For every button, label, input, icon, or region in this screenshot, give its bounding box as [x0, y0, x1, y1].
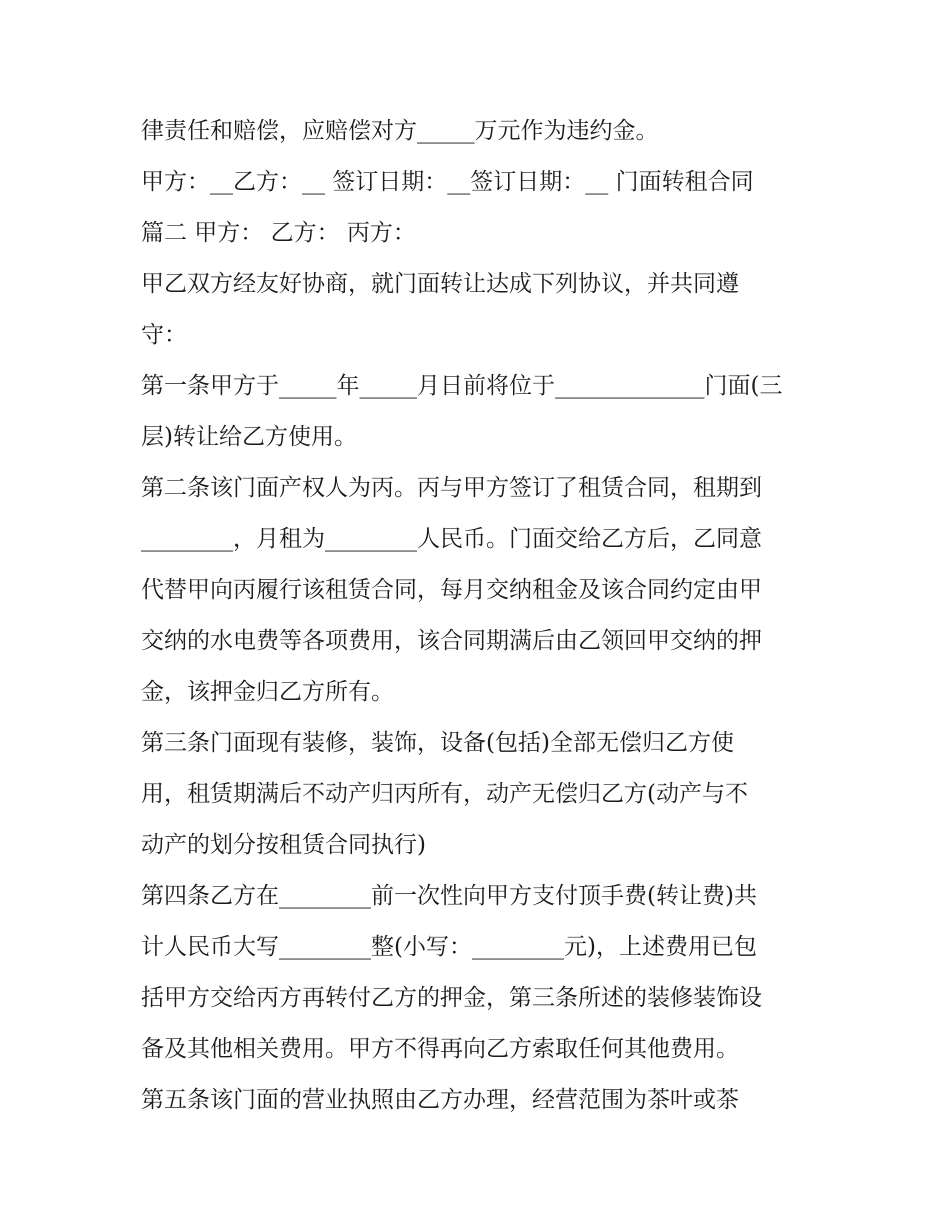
text-line: 第三条门面现有装修，装饰，设备(包括)全部无偿归乙方使 — [141, 730, 734, 756]
text-line: 层)转让给乙方使用。 — [141, 424, 357, 450]
text-line: 篇二 甲方： 乙方： 丙方： — [141, 220, 416, 246]
text-line: 备及其他相关费用。甲方不得再向乙方索取任何其他费用。 — [141, 1036, 739, 1062]
text-line: 动产的划分按租赁合同执行) — [141, 832, 426, 858]
text-line: 括甲方交给丙方再转付乙方的押金，第三条所述的装修装饰设 — [141, 985, 762, 1011]
text-line: 守： — [141, 322, 187, 348]
text-line: 第二条该门面产权人为丙。丙与甲方签订了租赁合同，租期到 — [141, 475, 762, 501]
text-line: 金，该押金归乙方所有。 — [141, 679, 394, 705]
text-line: 甲乙双方经友好协商，就门面转让达成下列协议，并共同遵 — [141, 271, 739, 297]
text-line: 第四条乙方在________前一次性向甲方支付顶手费(转让费)共 — [141, 883, 757, 909]
text-line: 代替甲向丙履行该租赁合同，每月交纳租金及该合同约定由甲 — [141, 577, 762, 603]
text-line: 第五条该门面的营业执照由乙方办理，经营范围为茶叶或茶 — [141, 1087, 739, 1113]
text-line: 用，租赁期满后不动产归丙所有，动产无偿归乙方(动产与不 — [141, 781, 748, 807]
text-line: 交纳的水电费等各项费用，该合同期满后由乙领回甲交纳的押 — [141, 628, 762, 654]
document-body — [141, 106, 816, 1126]
text-line: 计人民币大写________整(小写：________元)，上述费用已包 — [141, 934, 757, 960]
text-line: 律责任和赔偿，应赔偿对方_____万元作为违约金。 — [141, 118, 659, 144]
text-line: ________，月租为________人民币。门面交给乙方后，乙同意 — [141, 526, 762, 552]
text-line: 甲方：__乙方：__ 签订日期：__签订日期：__ 门面转租合同 — [141, 169, 754, 195]
text-line: 第一条甲方于_____年_____月日前将位于_____________门面(三 — [141, 373, 783, 399]
